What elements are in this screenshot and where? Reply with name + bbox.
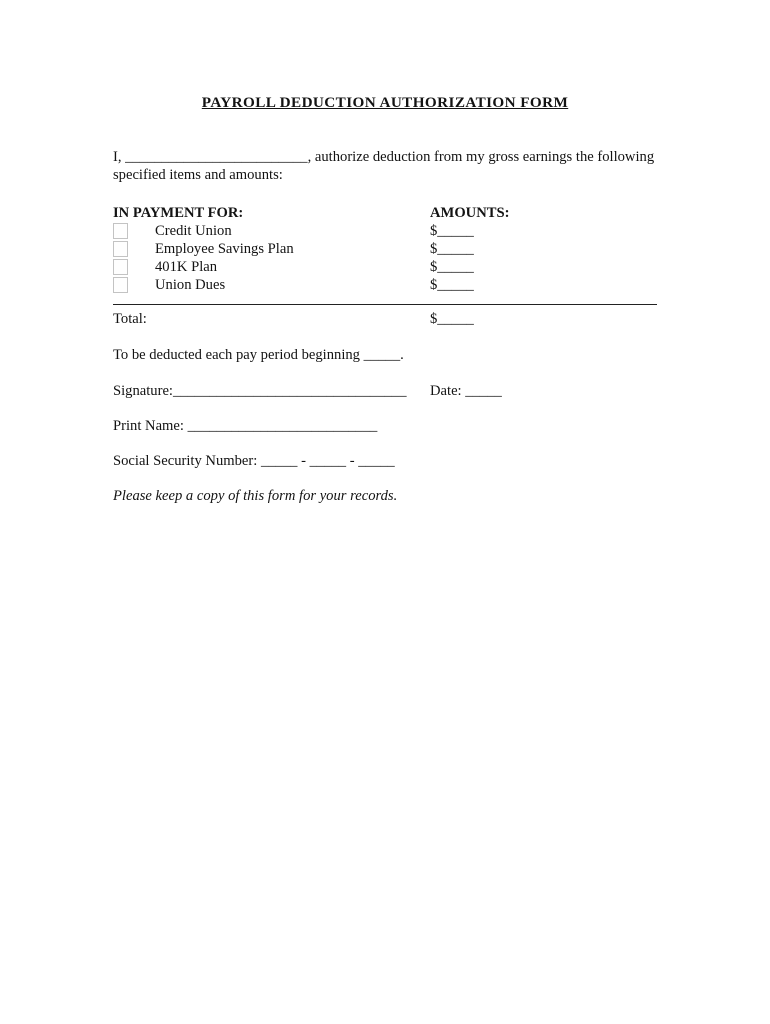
deduction-item	[113, 258, 430, 276]
deduction-item-label: Employee Savings Plan	[155, 241, 294, 257]
intro-paragraph	[113, 148, 657, 184]
signature-blank[interactable]: ________________________________	[173, 383, 407, 399]
table-row	[113, 222, 657, 240]
deduction-item	[113, 276, 430, 294]
intro-suffix: , authorize deduction from my gross earnings the following specified items and amounts:	[113, 149, 655, 183]
deduction-item-label: Union Dues	[155, 277, 226, 293]
total-label: Total:	[113, 311, 147, 327]
payment-table-header	[113, 204, 657, 222]
amount-blank[interactable]: $_____	[430, 259, 474, 275]
intro-prefix: I,	[113, 149, 126, 165]
checkbox-union-dues[interactable]	[113, 277, 128, 293]
ssn-line	[113, 452, 657, 470]
date-blank[interactable]: _____	[465, 383, 502, 399]
schedule-blank[interactable]: _____	[363, 347, 401, 363]
signature-line	[113, 382, 657, 400]
checkbox-employee-savings-plan[interactable]	[113, 241, 128, 257]
records-note: Please keep a copy of this form for your records.	[113, 488, 398, 504]
signature-label: Signature:	[113, 383, 173, 399]
deduction-item-label: 401K Plan	[155, 259, 218, 275]
amount-blank[interactable]: $_____	[430, 223, 474, 239]
ssn-blanks[interactable]: _____ - _____ - _____	[260, 453, 395, 469]
total-row	[113, 310, 657, 328]
amount-blank[interactable]: $_____	[430, 277, 474, 293]
form-content	[113, 0, 657, 505]
deduction-item-label: Credit Union	[155, 223, 232, 239]
print-name-line	[113, 417, 657, 435]
name-blank[interactable]: _________________________	[125, 149, 308, 165]
schedule-suffix: .	[400, 347, 404, 363]
form-title-text: PAYROLL DEDUCTION AUTHORIZATION FORM	[201, 94, 569, 111]
checkbox-credit-union[interactable]	[113, 223, 128, 239]
date-label: Date:	[430, 383, 466, 399]
in-payment-for-header: IN PAYMENT FOR:	[113, 205, 244, 221]
amounts-header: AMOUNTS:	[430, 205, 510, 221]
checkbox-401k-plan[interactable]	[113, 259, 128, 275]
deduction-item	[113, 240, 430, 258]
table-row	[113, 240, 657, 258]
total-divider-line	[113, 304, 657, 305]
print-name-blank[interactable]: __________________________	[187, 418, 378, 434]
form-title	[113, 93, 657, 112]
schedule-line	[113, 346, 657, 364]
signature-field	[113, 382, 430, 400]
amount-blank[interactable]: $_____	[430, 241, 474, 257]
total-amount-blank[interactable]: $_____	[430, 311, 474, 327]
table-row	[113, 258, 657, 276]
table-row	[113, 276, 657, 294]
deduction-item	[113, 222, 430, 240]
ssn-label: Social Security Number:	[113, 453, 261, 469]
print-name-label: Print Name:	[113, 418, 188, 434]
schedule-prefix: To be deducted each pay period beginning	[113, 347, 364, 363]
